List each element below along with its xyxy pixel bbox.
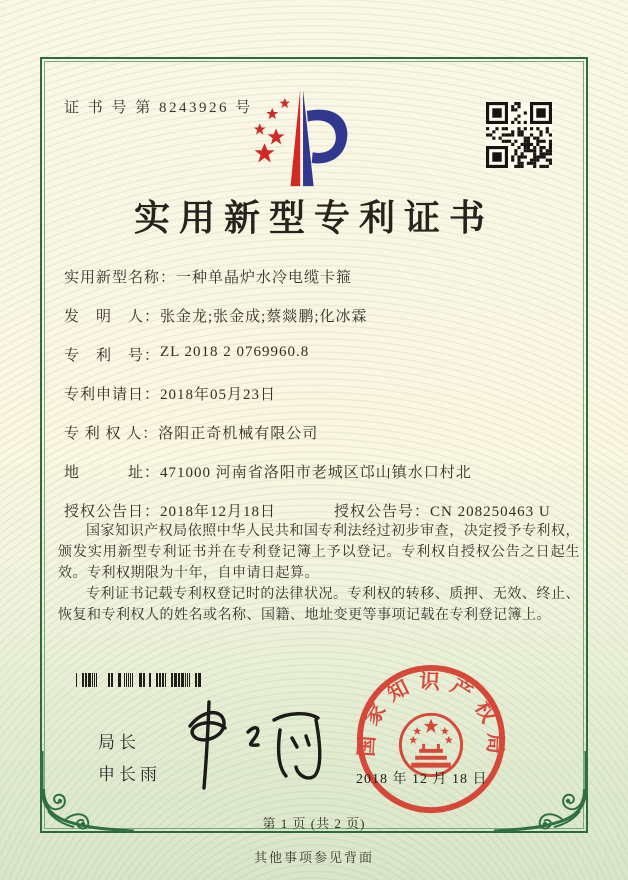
barcode-stripe <box>195 673 197 687</box>
seal-ring-text: 国家知识产权局 <box>355 670 506 764</box>
field-value: 张金龙;张金成;蔡燚鹏;化冰霖 <box>160 309 368 325</box>
barcode-stripe <box>78 673 79 687</box>
field-grant-row <box>64 500 578 520</box>
certificate-number: 证 书 号 第 8243926 号 <box>64 100 253 116</box>
barcode-stripe <box>108 673 110 687</box>
barcode-stripe <box>191 673 194 687</box>
barcode <box>70 673 238 687</box>
barcode-stripe <box>88 673 91 687</box>
barcode-stripe <box>128 673 129 687</box>
barcode-stripe <box>174 673 177 687</box>
barcode-stripe <box>181 673 184 687</box>
director-title: 局长 <box>98 733 140 752</box>
field-value: 一种单晶炉水冷电缆卡箍 <box>176 270 353 286</box>
field-value: 洛阳正奇机械有限公司 <box>158 426 319 442</box>
barcode-stripe <box>102 673 104 687</box>
legal-text <box>58 521 580 626</box>
field-value: 2018年05月23日 <box>160 387 277 403</box>
barcode-stripe <box>76 673 77 687</box>
barcode-stripe <box>94 673 95 687</box>
field-label: 发 明 人： <box>64 309 161 325</box>
page-number: 第 1 页 (共 2 页) <box>262 816 366 831</box>
field-label: 实用新型名称： <box>64 270 177 286</box>
field-address <box>64 461 578 481</box>
director-block <box>98 727 161 791</box>
barcode-stripe <box>122 673 123 687</box>
barcode-stripe <box>167 673 170 687</box>
barcode-stripe <box>189 673 190 687</box>
barcode-stripe <box>74 673 75 687</box>
barcode-stripe <box>98 673 101 687</box>
grant-date-label: 授权公告日： <box>64 504 161 520</box>
grant-date-value: 2018年12月18日 <box>160 504 277 520</box>
grant-number-value: CN 208250463 U <box>430 504 551 520</box>
field-label: 专利申请日： <box>64 387 161 403</box>
barcode-stripe <box>82 673 84 687</box>
grant-number-label: 授权公告号： <box>334 504 431 520</box>
barcode-stripe <box>134 673 135 687</box>
barcode-stripe <box>171 673 173 687</box>
barcode-stripe <box>85 673 87 687</box>
barcode-stripe <box>165 673 166 687</box>
barcode-stripe <box>139 673 142 687</box>
barcode-stripe <box>80 673 81 687</box>
barcode-stripe <box>198 673 201 687</box>
field-label: 专 利 号： <box>64 348 161 364</box>
barcode-stripe <box>156 673 158 687</box>
barcode-stripe <box>126 673 127 687</box>
barcode-stripe <box>124 673 125 687</box>
field-utility-name <box>64 266 578 286</box>
qr-code <box>486 102 552 168</box>
barcode-stripe <box>178 673 180 687</box>
field-patent-number <box>64 344 578 364</box>
field-label: 专 利 权 人： <box>64 426 159 442</box>
barcode-stripe <box>152 673 155 687</box>
legal-paragraph: 国家知识产权局依照中华人民共和国专利法经过初步审查，决定授予专利权，颁发实用新型专利证书并在专利登记簿上予以登记。专利权自授权公告之日起生效。专利权期限为十年，自申请日起算。 <box>58 524 580 581</box>
barcode-stripe <box>118 673 121 687</box>
field-inventors <box>64 305 578 325</box>
grant-date <box>64 500 276 520</box>
field-list <box>64 266 578 520</box>
barcode-stripe <box>92 673 93 687</box>
barcode-stripe <box>70 673 73 687</box>
barcode-stripe <box>159 673 161 687</box>
field-value: 471000 河南省洛阳市老城区邙山镇水口村北 <box>160 465 472 481</box>
national-emblem-icon <box>400 714 461 775</box>
director-name: 申长雨 <box>98 765 161 784</box>
director-signature <box>168 692 344 804</box>
barcode-stripe <box>185 673 186 687</box>
barcode-stripe <box>105 673 107 687</box>
barcode-stripe <box>143 673 145 687</box>
barcode-stripe <box>136 673 138 687</box>
grant-number <box>334 500 551 520</box>
field-application-date <box>64 383 578 403</box>
field-patentee <box>64 422 578 442</box>
legal-paragraph: 专利证书记载专利权登记时的法律状况。专利权的转移、质押、无效、终止、恢复和专利权人的姓名或名称、国籍、地址变更等事项记载在专利登记簿上。 <box>58 587 580 623</box>
barcode-stripe <box>130 673 131 687</box>
back-side-note: 其他事项参见背面 <box>253 850 374 865</box>
seal-date: 2018 年 12 月 18 日 <box>356 772 488 787</box>
field-label: 地 址： <box>64 465 161 481</box>
barcode-stripe <box>114 673 117 687</box>
official-seal <box>352 660 510 818</box>
barcode-stripe <box>132 673 133 687</box>
barcode-stripe <box>111 673 113 687</box>
barcode-stripe <box>96 673 97 687</box>
certificate-title: 实用新型专利证书 <box>133 198 494 238</box>
barcode-stripe <box>146 673 148 687</box>
barcode-stripe <box>149 673 151 687</box>
barcode-stripe <box>187 673 188 687</box>
field-value: ZL 2018 2 0769960.8 <box>160 344 310 360</box>
cnipa-logo-icon <box>246 86 362 188</box>
barcode-stripe <box>162 673 164 687</box>
